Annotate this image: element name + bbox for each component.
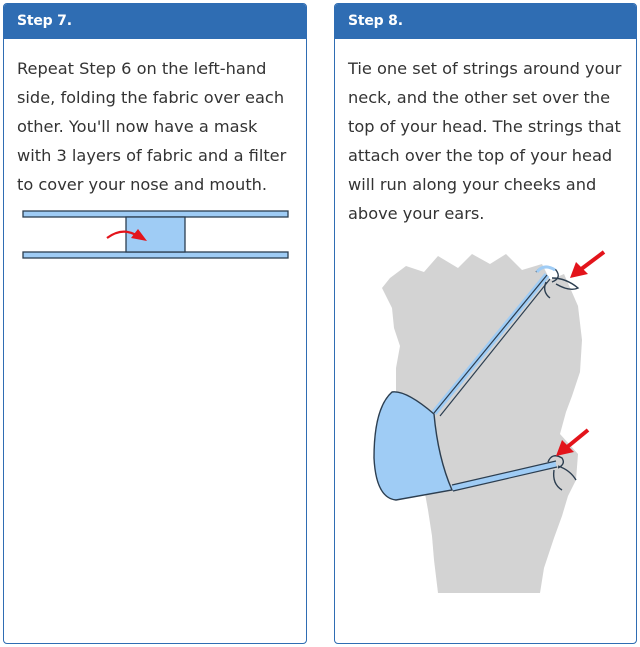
arrow-icon-top <box>570 252 604 278</box>
step-8-title: Step 8. <box>335 4 636 39</box>
fabric-fold-diagram <box>20 205 292 267</box>
step-7-title: Step 7. <box>4 4 306 39</box>
step-8-text: Tie one set of strings around your neck, and the other set over the top of your head. The strings that attach over the top of your head will run along your cheeks and above your ears. <box>348 59 622 223</box>
step-7-text: Repeat Step 6 on the left-hand side, folding the fabric over each other. You'll now have a mask with 3 layers of fabric and a filter to cover your nose and mouth. <box>17 59 287 194</box>
step-7-card <box>3 3 307 644</box>
head-mask-illustration <box>366 248 616 593</box>
